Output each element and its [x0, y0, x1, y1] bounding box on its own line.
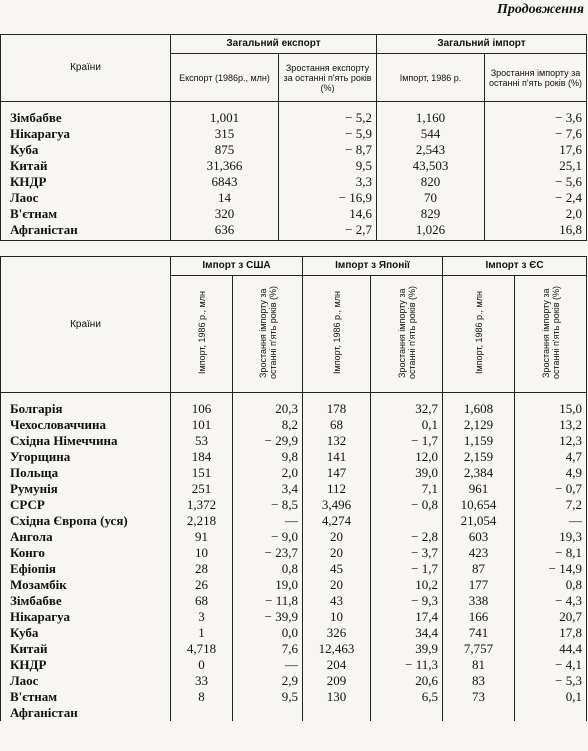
japan-growth-cell: [371, 513, 443, 529]
japan-import-cell: 141: [303, 449, 371, 465]
import-growth-cell: 16,8: [485, 222, 587, 241]
ec-import-cell: 741: [443, 625, 515, 641]
t1-export-growth-header: Зростання експорту за останні п'ять років (%): [279, 54, 377, 102]
ec-growth-cell: − 8,1: [515, 545, 587, 561]
country-cell: Зімбабве: [1, 593, 171, 609]
ec-growth-cell: 17,8: [515, 625, 587, 641]
table-row: [1, 158, 587, 174]
export-cell: 14: [171, 190, 279, 206]
ec-import-cell: 10,654: [443, 497, 515, 513]
export-cell: 6843: [171, 174, 279, 190]
table-row: [1, 593, 587, 609]
country-cell: Угорщина: [1, 449, 171, 465]
ec-import-cell: 338: [443, 593, 515, 609]
usa-import-cell: 10: [171, 545, 233, 561]
ec-import-cell: 73: [443, 689, 515, 705]
country-cell: Східна Німеччина: [1, 433, 171, 449]
ec-growth-cell: 13,2: [515, 417, 587, 433]
usa-growth-cell: 9,8: [233, 449, 303, 465]
country-cell: Афганістан: [1, 222, 171, 241]
japan-growth-cell: 12,0: [371, 449, 443, 465]
japan-growth-cell: 20,6: [371, 673, 443, 689]
country-cell: КНДР: [1, 174, 171, 190]
ec-growth-cell: 12,3: [515, 433, 587, 449]
table-row: [1, 673, 587, 689]
ec-growth-cell: 0,1: [515, 689, 587, 705]
import-growth-cell: 25,1: [485, 158, 587, 174]
usa-import-cell: 1,372: [171, 497, 233, 513]
t2-japan-group-header: Імпорт з Японії: [303, 257, 443, 276]
table-row: [1, 102, 587, 127]
usa-import-cell: 101: [171, 417, 233, 433]
t2-ec-group-header: Імпорт з ЄС: [443, 257, 587, 276]
usa-growth-cell: 8,2: [233, 417, 303, 433]
ec-growth-cell: 15,0: [515, 393, 587, 418]
country-cell: Куба: [1, 625, 171, 641]
export-growth-cell: − 2,7: [279, 222, 377, 241]
country-cell: Афганістан: [1, 705, 171, 721]
table-row: [1, 529, 587, 545]
ec-import-cell: 7,757: [443, 641, 515, 657]
japan-import-cell: 3,496: [303, 497, 371, 513]
usa-import-cell: 151: [171, 465, 233, 481]
import-growth-cell: − 5,6: [485, 174, 587, 190]
japan-growth-cell: 34,4: [371, 625, 443, 641]
ec-growth-cell: − 0,7: [515, 481, 587, 497]
country-cell: Ефіопія: [1, 561, 171, 577]
t2-ec-import-header: Імпорт, 1986 р., млн: [443, 276, 515, 393]
japan-growth-cell: 39,0: [371, 465, 443, 481]
japan-growth-cell: 10,2: [371, 577, 443, 593]
ec-import-cell: 603: [443, 529, 515, 545]
table-row: [1, 142, 587, 158]
table-row: [1, 625, 587, 641]
japan-growth-cell: − 3,7: [371, 545, 443, 561]
table-row: [1, 417, 587, 433]
ec-import-cell: 2,129: [443, 417, 515, 433]
table-row: [1, 641, 587, 657]
table-row: [1, 577, 587, 593]
ec-growth-cell: 4,7: [515, 449, 587, 465]
ec-growth-cell: − 4,3: [515, 593, 587, 609]
country-cell: Китай: [1, 641, 171, 657]
ec-import-cell: 81: [443, 657, 515, 673]
total-trade-table: [0, 34, 587, 241]
japan-growth-cell: − 1,7: [371, 561, 443, 577]
country-cell: Куба: [1, 142, 171, 158]
usa-import-cell: 68: [171, 593, 233, 609]
usa-growth-cell: —: [233, 657, 303, 673]
continued-label: Продовження: [496, 2, 584, 17]
japan-growth-cell: − 2,8: [371, 529, 443, 545]
usa-import-cell: 8: [171, 689, 233, 705]
japan-import-cell: 326: [303, 625, 371, 641]
import-growth-cell: 17,6: [485, 142, 587, 158]
table-row: [1, 705, 587, 721]
import-growth-cell: − 2,4: [485, 190, 587, 206]
ec-import-cell: 1,608: [443, 393, 515, 418]
japan-import-cell: 43: [303, 593, 371, 609]
ec-import-cell: [443, 705, 515, 721]
japan-import-cell: 130: [303, 689, 371, 705]
ec-import-cell: 2,159: [443, 449, 515, 465]
export-growth-cell: − 5,9: [279, 126, 377, 142]
table-row: [1, 449, 587, 465]
table-row: [1, 433, 587, 449]
t1-import-header: Імпорт, 1986 р.: [377, 54, 485, 102]
usa-growth-cell: 2,0: [233, 465, 303, 481]
japan-import-cell: 20: [303, 529, 371, 545]
table-row: [1, 222, 587, 241]
usa-growth-cell: —: [233, 513, 303, 529]
usa-growth-cell: − 9,0: [233, 529, 303, 545]
table-row: [1, 657, 587, 673]
country-cell: Ангола: [1, 529, 171, 545]
export-cell: 320: [171, 206, 279, 222]
ec-import-cell: 423: [443, 545, 515, 561]
export-cell: 315: [171, 126, 279, 142]
ec-growth-cell: 20,7: [515, 609, 587, 625]
import-cell: 544: [377, 126, 485, 142]
ec-import-cell: 1,159: [443, 433, 515, 449]
ec-import-cell: 2,384: [443, 465, 515, 481]
japan-import-cell: 20: [303, 545, 371, 561]
ec-import-cell: 83: [443, 673, 515, 689]
ec-growth-cell: − 14,9: [515, 561, 587, 577]
japan-growth-cell: − 11,3: [371, 657, 443, 673]
country-cell: Румунія: [1, 481, 171, 497]
t2-japan-import-header: Імпорт, 1986 р., млн: [303, 276, 371, 393]
ec-growth-cell: 44,4: [515, 641, 587, 657]
export-growth-cell: − 16,9: [279, 190, 377, 206]
country-cell: Польща: [1, 465, 171, 481]
table-row: [1, 190, 587, 206]
country-cell: Чехословаччина: [1, 417, 171, 433]
t2-usa-group-header: Імпорт з США: [171, 257, 303, 276]
country-cell: Конго: [1, 545, 171, 561]
usa-growth-cell: 3,4: [233, 481, 303, 497]
usa-growth-cell: − 8,5: [233, 497, 303, 513]
usa-growth-cell: − 29,9: [233, 433, 303, 449]
ec-import-cell: 87: [443, 561, 515, 577]
usa-import-cell: 91: [171, 529, 233, 545]
japan-import-cell: 112: [303, 481, 371, 497]
japan-import-cell: 4,274: [303, 513, 371, 529]
japan-growth-cell: 7,1: [371, 481, 443, 497]
usa-import-cell: 4,718: [171, 641, 233, 657]
import-growth-cell: − 7,6: [485, 126, 587, 142]
table-row: [1, 126, 587, 142]
table-row: [1, 497, 587, 513]
usa-growth-cell: [233, 705, 303, 721]
import-cell: 829: [377, 206, 485, 222]
table-row: [1, 513, 587, 529]
export-cell: 875: [171, 142, 279, 158]
export-growth-cell: 14,6: [279, 206, 377, 222]
japan-growth-cell: 0,1: [371, 417, 443, 433]
country-cell: Нікарагуа: [1, 126, 171, 142]
japan-import-cell: 209: [303, 673, 371, 689]
t2-country-header: Країни: [1, 257, 171, 393]
t1-import-growth-header: Зростання імпорту за останні п'ять років (%): [485, 54, 587, 102]
japan-import-cell: 147: [303, 465, 371, 481]
usa-import-cell: 3: [171, 609, 233, 625]
t1-export-header: Експорт (1986р., млн): [171, 54, 279, 102]
usa-import-cell: 26: [171, 577, 233, 593]
t2-usa-growth-header: Зростання імпорту за останні п'ять років (%): [233, 276, 303, 393]
import-cell: 43,503: [377, 158, 485, 174]
country-cell: Лаос: [1, 190, 171, 206]
usa-import-cell: 0: [171, 657, 233, 673]
usa-import-cell: 251: [171, 481, 233, 497]
japan-import-cell: 12,463: [303, 641, 371, 657]
usa-growth-cell: 19,0: [233, 577, 303, 593]
t2-japan-growth-header: Зростання імпорту за останні п'ять років (%): [371, 276, 443, 393]
ec-growth-cell: [515, 705, 587, 721]
usa-import-cell: 33: [171, 673, 233, 689]
table-row: [1, 174, 587, 190]
ec-import-cell: 166: [443, 609, 515, 625]
japan-import-cell: 20: [303, 577, 371, 593]
import-by-partner-table: [0, 256, 587, 721]
japan-growth-cell: 17,4: [371, 609, 443, 625]
japan-growth-cell: [371, 705, 443, 721]
japan-growth-cell: 32,7: [371, 393, 443, 418]
import-cell: 1,026: [377, 222, 485, 241]
country-cell: Мозамбік: [1, 577, 171, 593]
export-growth-cell: 9,5: [279, 158, 377, 174]
country-cell: Нікарагуа: [1, 609, 171, 625]
ec-growth-cell: 7,2: [515, 497, 587, 513]
t1-export-group-header: Загальний експорт: [171, 35, 377, 54]
country-cell: Зімбабве: [1, 102, 171, 127]
japan-import-cell: 68: [303, 417, 371, 433]
import-growth-cell: − 3,6: [485, 102, 587, 127]
usa-growth-cell: 0,0: [233, 625, 303, 641]
usa-growth-cell: − 23,7: [233, 545, 303, 561]
usa-growth-cell: 0,8: [233, 561, 303, 577]
country-cell: КНДР: [1, 657, 171, 673]
japan-import-cell: 10: [303, 609, 371, 625]
t2-ec-growth-header: Зростання імпорту за останні п'ять років (%): [515, 276, 587, 393]
table-row: [1, 561, 587, 577]
country-cell: Китай: [1, 158, 171, 174]
japan-growth-cell: − 9,3: [371, 593, 443, 609]
import-cell: 2,543: [377, 142, 485, 158]
export-cell: 636: [171, 222, 279, 241]
japan-growth-cell: − 0,8: [371, 497, 443, 513]
usa-import-cell: 1: [171, 625, 233, 641]
ec-growth-cell: —: [515, 513, 587, 529]
t2-usa-import-header: Імпорт, 1986 р., млн: [171, 276, 233, 393]
japan-growth-cell: − 1,7: [371, 433, 443, 449]
japan-import-cell: 132: [303, 433, 371, 449]
table-row: [1, 465, 587, 481]
japan-growth-cell: 6,5: [371, 689, 443, 705]
t1-country-header: Країни: [1, 35, 171, 102]
import-cell: 70: [377, 190, 485, 206]
country-cell: СРСР: [1, 497, 171, 513]
export-growth-cell: − 8,7: [279, 142, 377, 158]
table-row: [1, 481, 587, 497]
japan-import-cell: 45: [303, 561, 371, 577]
export-growth-cell: − 5,2: [279, 102, 377, 127]
country-cell: Лаос: [1, 673, 171, 689]
ec-import-cell: 177: [443, 577, 515, 593]
ec-growth-cell: − 4,1: [515, 657, 587, 673]
usa-import-cell: 184: [171, 449, 233, 465]
usa-growth-cell: − 11,8: [233, 593, 303, 609]
usa-growth-cell: 2,9: [233, 673, 303, 689]
usa-import-cell: [171, 705, 233, 721]
japan-growth-cell: 39,9: [371, 641, 443, 657]
usa-import-cell: 53: [171, 433, 233, 449]
usa-import-cell: 28: [171, 561, 233, 577]
japan-import-cell: 178: [303, 393, 371, 418]
table-row: [1, 206, 587, 222]
export-cell: 31,366: [171, 158, 279, 174]
japan-import-cell: [303, 705, 371, 721]
usa-import-cell: 2,218: [171, 513, 233, 529]
ec-growth-cell: 0,8: [515, 577, 587, 593]
table-row: [1, 545, 587, 561]
export-growth-cell: 3,3: [279, 174, 377, 190]
country-cell: Болгарія: [1, 393, 171, 418]
import-cell: 1,160: [377, 102, 485, 127]
usa-growth-cell: 20,3: [233, 393, 303, 418]
ec-growth-cell: 19,3: [515, 529, 587, 545]
table-row: [1, 609, 587, 625]
table-row: [1, 689, 587, 705]
ec-import-cell: 961: [443, 481, 515, 497]
ec-import-cell: 21,054: [443, 513, 515, 529]
country-cell: Східна Європа (уся): [1, 513, 171, 529]
import-growth-cell: 2,0: [485, 206, 587, 222]
ec-growth-cell: − 5,3: [515, 673, 587, 689]
table-row: [1, 393, 587, 418]
country-cell: В'єтнам: [1, 689, 171, 705]
usa-growth-cell: − 39,9: [233, 609, 303, 625]
usa-growth-cell: 9,5: [233, 689, 303, 705]
usa-growth-cell: 7,6: [233, 641, 303, 657]
country-cell: В'єтнам: [1, 206, 171, 222]
t1-import-group-header: Загальний імпорт: [377, 35, 587, 54]
export-cell: 1,001: [171, 102, 279, 127]
usa-import-cell: 106: [171, 393, 233, 418]
japan-import-cell: 204: [303, 657, 371, 673]
ec-growth-cell: 4,9: [515, 465, 587, 481]
import-cell: 820: [377, 174, 485, 190]
